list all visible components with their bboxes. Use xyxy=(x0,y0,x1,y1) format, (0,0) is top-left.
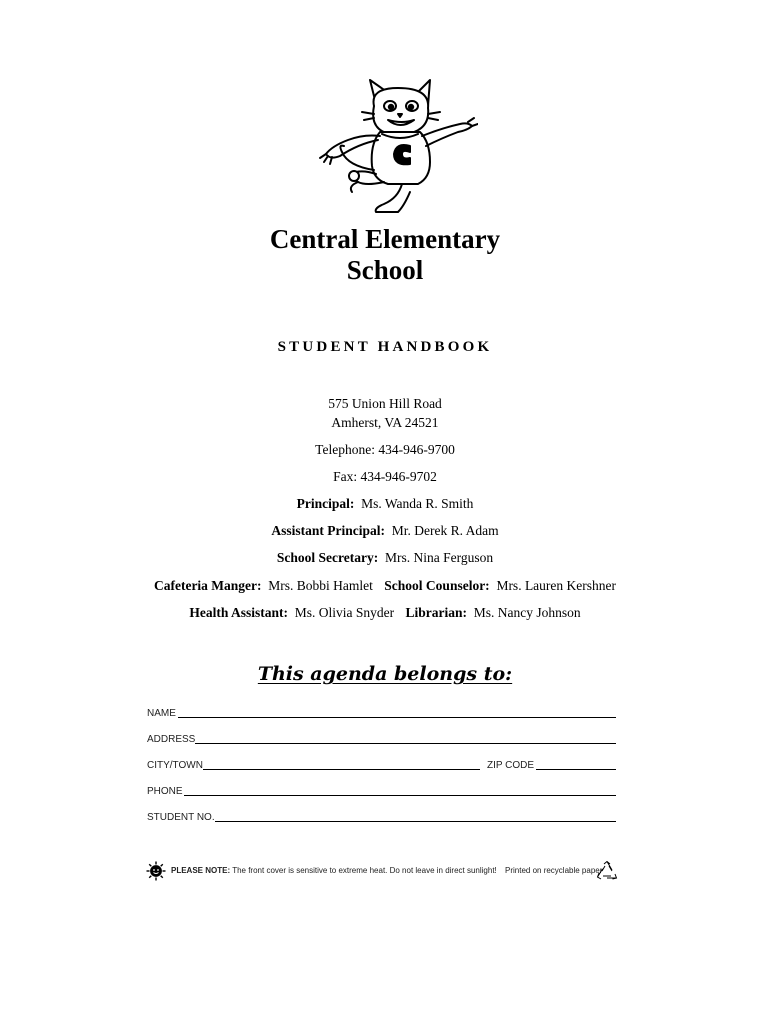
principal-row xyxy=(0,495,770,513)
zip-line[interactable] xyxy=(536,769,616,770)
handbook-subtitle: STUDENT HANDBOOK xyxy=(277,339,493,355)
address-city: Amherst, VA 24521 xyxy=(331,415,439,430)
school-title-line-2: School xyxy=(346,255,424,285)
counselor-name: Mrs. Lauren Kershner xyxy=(496,578,617,593)
student-no-line[interactable] xyxy=(215,821,616,822)
address-line[interactable] xyxy=(195,743,616,744)
address-street: 575 Union Hill Road xyxy=(328,396,442,411)
health-name: Ms. Olivia Snyder xyxy=(294,605,395,620)
note-label: PLEASE NOTE: xyxy=(171,866,231,875)
name-label: NAME xyxy=(147,708,176,719)
cafeteria-name: Mrs. Bobbi Hamlet xyxy=(268,578,373,593)
recycle-icon xyxy=(596,860,618,882)
cafeteria-label: Cafeteria Manger: xyxy=(153,578,262,593)
school-title-line-1: Central Elementary xyxy=(269,224,501,254)
assistant-principal-label: Assistant Principal: xyxy=(271,523,385,538)
wildcat-mascot-icon xyxy=(318,74,478,214)
principal-label: Principal: xyxy=(296,496,355,511)
health-librarian-row xyxy=(0,604,770,622)
fax: Fax: 434-946-9702 xyxy=(333,469,437,484)
librarian-name: Ms. Nancy Johnson xyxy=(473,605,581,620)
agenda-heading: This agenda belongs to: xyxy=(257,663,513,685)
secretary-name: Mrs. Nina Ferguson xyxy=(384,550,494,565)
city-line[interactable] xyxy=(203,769,480,770)
phone-label: PHONE xyxy=(147,786,183,797)
counselor-label: School Counselor: xyxy=(384,578,490,593)
sun-warning-icon xyxy=(146,861,166,881)
heat-warning-note xyxy=(171,866,497,875)
telephone: Telephone: 434-946-9700 xyxy=(315,442,455,457)
health-label: Health Assistant: xyxy=(189,605,288,620)
recycled-paper-note: Printed on recyclable paper xyxy=(505,866,603,875)
zip-label: ZIP CODE xyxy=(487,760,535,771)
student-no-label: STUDENT NO. xyxy=(147,812,215,823)
cafeteria-counselor-row xyxy=(0,577,770,595)
assistant-principal-name: Mr. Derek R. Adam xyxy=(391,523,499,538)
librarian-label: Librarian: xyxy=(405,605,468,620)
city-label: CITY/TOWN xyxy=(147,760,203,771)
address-label: ADDRESS xyxy=(147,734,196,745)
principal-name: Ms. Wanda R. Smith xyxy=(361,496,474,511)
name-line[interactable] xyxy=(178,717,616,718)
note-text: The front cover is sensitive to extreme heat. Do not leave in direct sunlight! xyxy=(230,866,497,875)
secretary-label: School Secretary: xyxy=(276,550,379,565)
phone-line[interactable] xyxy=(184,795,616,796)
secretary-row xyxy=(0,549,770,567)
assistant-principal-row xyxy=(0,522,770,540)
